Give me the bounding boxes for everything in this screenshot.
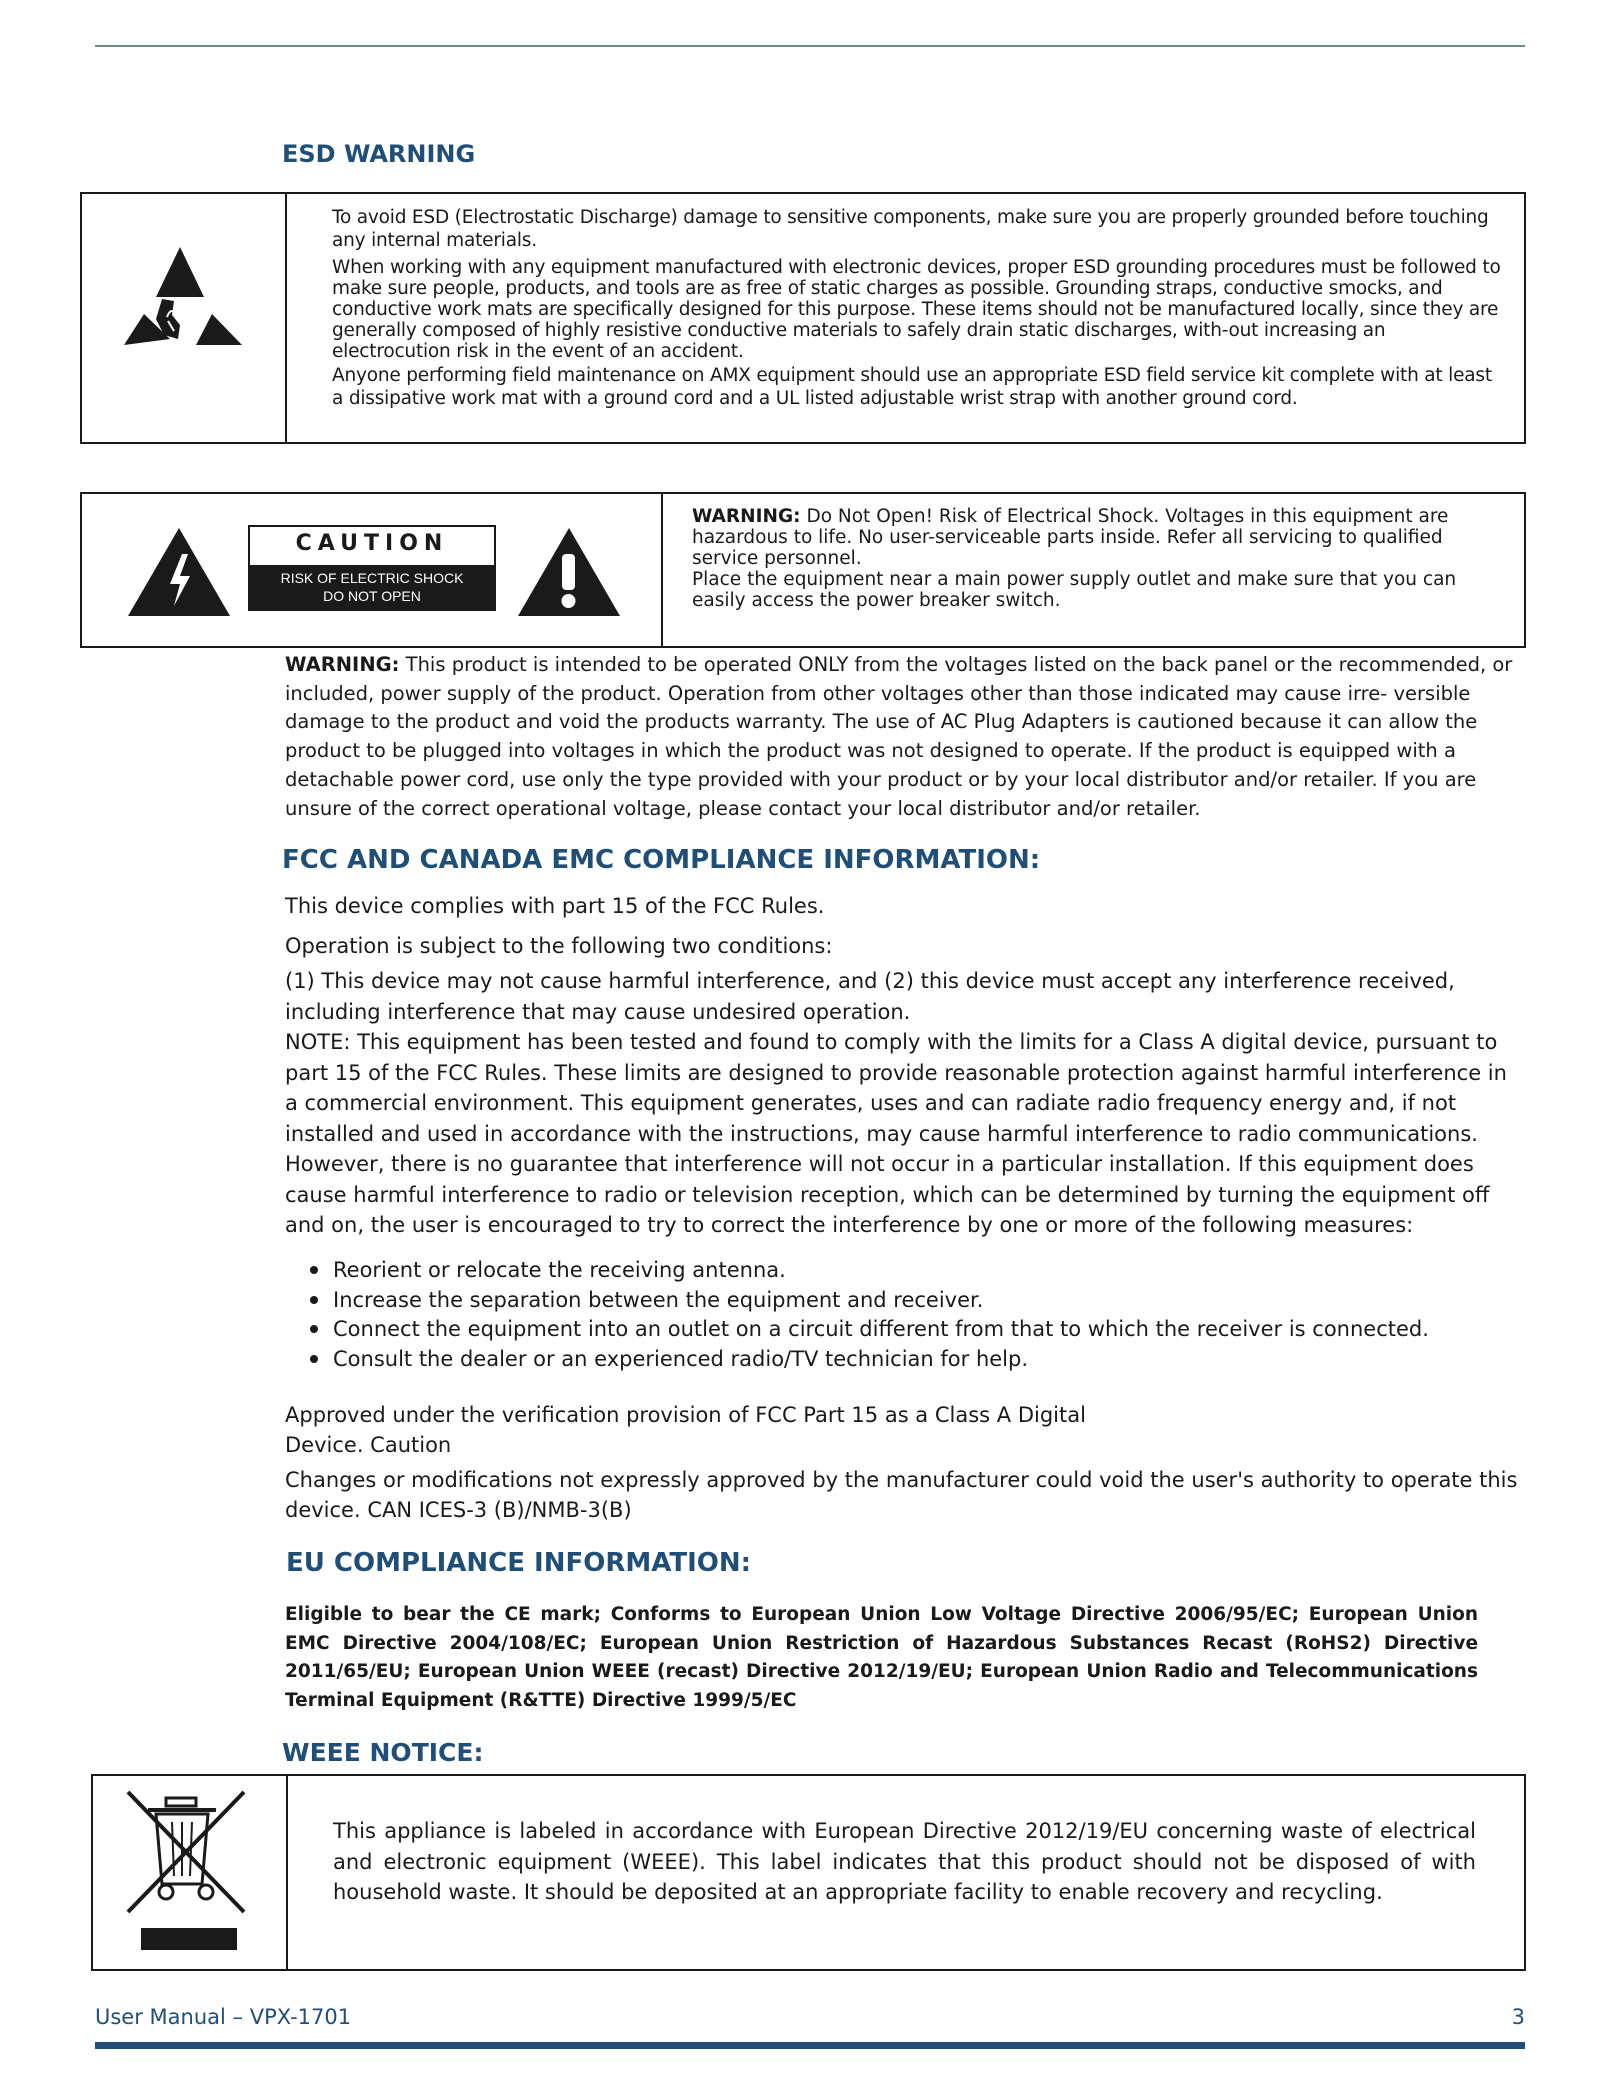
shock-text-cell <box>692 506 1484 646</box>
caution-word: CAUTION <box>295 531 449 556</box>
footer-page-number: 3 <box>1511 2005 1525 2029</box>
esd-paragraph-2: When working with any equipment manufactured with electronic devices, proper ESD grounding procedures must be followed to make sure people, products, and tools are as free of static charges as possible. Grounding straps, conductive smocks, and conductive work mats are specifically designed for this purpose. These items should not be manufactured locally, since they are generally composed of highly resistive conductive materials to safely drain static discharges, with-out increasing an electrocution risk in the event of an accident. <box>332 257 1501 362</box>
shock-placement-text: Place the equipment near a main power supply outlet and make sure that you can easily access the power breaker switch. <box>692 569 1457 611</box>
fcc-body <box>285 891 1525 1241</box>
fcc-paragraph-2: Operation is subject to the following two conditions: <box>285 934 833 958</box>
fcc-paragraph-5b: Device. Caution <box>285 1433 452 1457</box>
eu-body <box>285 1601 1478 1715</box>
exclamation-warning-icon <box>516 526 622 618</box>
footer-bar <box>95 2042 1525 2049</box>
voltage-warning-label: WARNING: <box>285 653 400 676</box>
caution-line-2: DO NOT OPEN <box>323 588 421 604</box>
shock-warning-body: Do Not Open! Risk of Electrical Shock. Voltages in this equipment are hazardous to life. No user-serviceable parts inside. Refer all servicing to qualified service personnel. <box>692 506 1449 569</box>
weee-text: This appliance is labeled in accordance with European Directive 2012/19/EU concerning waste of electrical and electronic equipment (WEEE). This label indicates that this product should not be disposed of with household waste. It should be deposited at an appropriate facility to enable recovery and recycling. <box>333 1819 1476 1904</box>
fcc-paragraph-1: This device complies with part 15 of the FCC Rules. <box>285 894 825 918</box>
esd-icon-cell <box>82 194 287 442</box>
eu-text: Eligible to bear the CE mark; Conforms to European Union Low Voltage Directive 2006/95/EC; European Union EMC Directive 2004/108/EC; European Union Restriction of Hazardous Substances Recast (RoHS2) Directive 2011/65/EU; European Union WEEE (recast) Directive 2012/19/EU; European Union Radio and Telecommunications Terminal Equipment (R&TTE) Directive 1999/5/EC <box>285 1604 1478 1711</box>
fcc-paragraph-4: NOTE: This equipment has been tested and found to comply with the limits for a Class A digital device, pursuant to part 15 of the FCC Rules. These limits are designed to provide reasonable protection against harmful interference in a commercial environment. This equipment generates, uses and can radiate radio frequency energy and, if not installed and used in accordance with the instructions, may cause harmful interference to radio communications. However, there is no guarantee that interference will not occur in a particular installation. If this equipment does cause harmful interference to radio or television reception, which can be determined by turning the equipment off and on, the user is encouraged to try to correct the interference by one or more of the following measures: <box>285 1030 1507 1237</box>
caution-line-1: RISK OF ELECTRIC SHOCK <box>280 570 464 586</box>
esd-box <box>80 192 1526 444</box>
weee-box <box>91 1774 1526 1971</box>
voltage-warning-body: This product is intended to be operated ONLY from the voltages listed on the back panel or the recommended, or included, power supply of the product. Operation from other voltages other than those indicated may cause irre- versible damage to the product and void the products warranty. The use of AC Plug Adapters is cautioned because it can allow the product to be plugged into voltages in which the product was not designed to operate. If the product is equipped with a detachable power cord, use only the type provided with your product or by your local distributor and/or retailer. If you are unsure of the correct operational voltage, please contact your local distributor and/or retailer. <box>285 653 1513 820</box>
voltage-warning <box>285 651 1525 823</box>
esd-paragraph-3: Anyone performing field maintenance on AMX equipment should use an appropriate ESD field service kit complete with at least a dissipative work mat with a ground cord and a UL listed adjustable wrist strap with another ground cord. <box>332 365 1492 409</box>
lightning-warning-icon <box>126 526 232 618</box>
list-item: Reorient or relocate the receiving antenna. <box>310 1256 1429 1286</box>
esd-paragraph-1: To avoid ESD (Electrostatic Discharge) damage to sensitive components, make sure you are properly grounded before touching any internal materials. <box>332 207 1489 251</box>
esd-hand-warning-icon <box>122 239 252 359</box>
weee-icon-cell <box>93 1776 288 1969</box>
weee-heading: WEEE NOTICE: <box>282 1738 484 1767</box>
caution-band <box>250 565 494 609</box>
fcc-measures-list <box>310 1256 1429 1374</box>
caution-label <box>248 525 496 611</box>
shock-warning-label: WARNING: <box>692 506 801 527</box>
list-item: Connect the equipment into an outlet on a circuit different from that to which the receiver is connected. <box>310 1315 1429 1345</box>
fcc-paragraph-3: (1) This device may not cause harmful interference, and (2) this device must accept any interference received, including interference that may cause undesired operation. <box>285 969 1455 1024</box>
fcc-paragraph-6: Changes or modifications not expressly approved by the manufacturer could void the user's authority to operate this device. CAN ICES-3 (B)/NMB-3(B) <box>285 1468 1518 1522</box>
esd-text-cell <box>332 206 1504 442</box>
crossed-bin-icon <box>126 1788 256 1958</box>
shock-warning-text <box>692 506 1484 569</box>
esd-heading: ESD WARNING <box>282 140 476 168</box>
list-item: Increase the separation between the equipment and receiver. <box>310 1286 1429 1316</box>
eu-heading: EU COMPLIANCE INFORMATION: <box>286 1548 752 1578</box>
footer-document-title: User Manual – VPX-1701 <box>95 2005 352 2029</box>
fcc-approval <box>285 1400 1525 1525</box>
top-rule <box>95 45 1525 47</box>
fcc-paragraph-5a: Approved under the verification provision of FCC Part 15 as a Class A Digital <box>285 1403 1086 1427</box>
list-item: Consult the dealer or an experienced radio/TV technician for help. <box>310 1345 1429 1375</box>
fcc-heading: FCC AND CANADA EMC COMPLIANCE INFORMATION: <box>282 845 1041 875</box>
weee-text-cell <box>333 1816 1476 1969</box>
voltage-warning-text <box>285 651 1525 823</box>
